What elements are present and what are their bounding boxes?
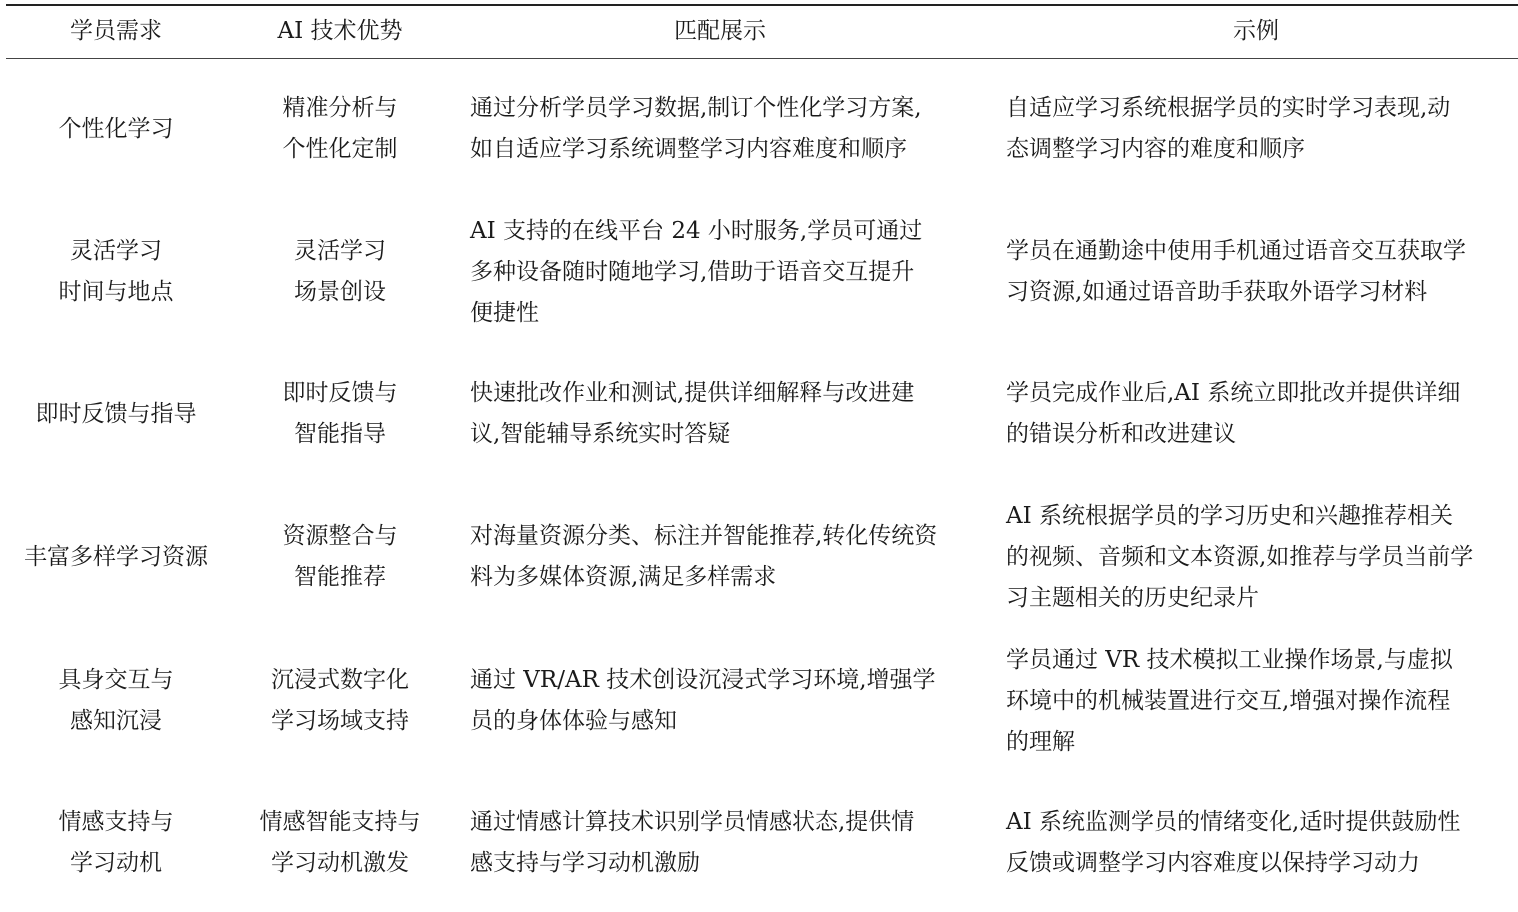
cell-ai-advantage xyxy=(232,231,448,313)
cell-line: 的视频、音频和文本资源,如推荐与学员当前学 xyxy=(1006,543,1474,570)
cell-line: 具身交互与 xyxy=(58,667,174,693)
cell-line: 即时反馈与 xyxy=(282,380,398,406)
cell-line: 精准分析与 xyxy=(282,95,398,121)
cell-need xyxy=(6,537,226,578)
cell-need xyxy=(6,394,226,435)
cell-line: 多种设备随时随地学习,借助于语音交互提升 xyxy=(470,258,915,285)
cell-line: AI 系统监测学员的情绪变化,适时提供鼓励性 xyxy=(1006,809,1461,835)
cell-line: 场景创设 xyxy=(294,279,386,305)
cell-need xyxy=(6,231,226,313)
cell-line: 态调整学习内容的难度和顺序 xyxy=(1006,136,1305,162)
cell-example xyxy=(1006,231,1512,313)
cell-line: 情感智能支持与 xyxy=(259,809,421,835)
cell-line: 对海量资源分类、标注并智能推荐,转化传统资 xyxy=(470,523,938,549)
cell-line: 员的身体体验与感知 xyxy=(470,708,677,734)
cell-line: AI 支持的在线平台 24 小时服务,学员可通过 xyxy=(470,217,923,244)
header-ai-advantage: AI 技术优势 xyxy=(277,18,403,44)
cell-line: 时间与地点 xyxy=(58,279,174,305)
cell-line: 便捷性 xyxy=(470,299,539,326)
cell-ai-advantage xyxy=(232,516,448,598)
cell-example xyxy=(1006,640,1512,763)
cell-line: 丰富多样学习资源 xyxy=(24,543,208,570)
cell-line: 学员通过 VR 技术模拟工业操作场景,与虚拟 xyxy=(1006,646,1453,673)
cell-match xyxy=(470,88,980,170)
cell-line: 感支持与学习动机激励 xyxy=(470,850,700,876)
cell-line: 个性化学习 xyxy=(58,115,174,142)
cell-ai-advantage xyxy=(232,88,448,170)
cell-line: 的错误分析和改进建议 xyxy=(1006,421,1236,447)
cell-line: 智能指导 xyxy=(294,421,386,447)
cell-line: 学习动机激发 xyxy=(271,850,409,876)
cell-match xyxy=(470,516,980,598)
cell-line: 快速批改作业和测试,提供详细解释与改进建 xyxy=(470,380,915,406)
cell-line: AI 系统根据学员的学习历史和兴趣推荐相关 xyxy=(1006,502,1454,529)
cell-need xyxy=(6,660,226,742)
cell-line: 环境中的机械装置进行交互,增强对操作流程 xyxy=(1006,687,1451,714)
cell-line: 议,智能辅导系统实时答疑 xyxy=(470,421,731,447)
header-need: 学员需求 xyxy=(70,18,162,44)
cell-match xyxy=(470,660,980,742)
cell-line: 料为多媒体资源,满足多样需求 xyxy=(470,564,777,590)
cell-line: 灵活学习 xyxy=(294,238,386,264)
cell-line: 习资源,如通过语音助手获取外语学习材料 xyxy=(1006,279,1428,305)
cell-line: 沉浸式数字化 xyxy=(271,667,409,693)
cell-line: 感知沉浸 xyxy=(70,708,162,734)
cell-line: 通过情感计算技术识别学员情感状态,提供情 xyxy=(470,809,915,835)
cell-line: 情感支持与 xyxy=(58,809,174,835)
cell-line: 即时反馈与指导 xyxy=(35,400,197,427)
cell-example xyxy=(1006,373,1512,455)
cell-ai-advantage xyxy=(232,660,448,742)
cell-line: 的理解 xyxy=(1006,728,1075,755)
cell-line: 个性化定制 xyxy=(282,136,398,162)
cell-need xyxy=(6,802,226,884)
cell-line: 灵活学习 xyxy=(70,238,162,264)
cell-line: 资源整合与 xyxy=(282,523,398,549)
cell-ai-advantage xyxy=(232,373,448,455)
cell-example xyxy=(1006,802,1512,884)
cell-line: 学习场域支持 xyxy=(271,708,409,734)
cell-line: 反馈或调整学习内容难度以保持学习动力 xyxy=(1006,850,1420,876)
cell-line: 自适应学习系统根据学员的实时学习表现,动 xyxy=(1006,95,1451,121)
cell-match xyxy=(470,373,980,455)
cell-line: 智能推荐 xyxy=(294,564,386,590)
cell-line: 学员在通勤途中使用手机通过语音交互获取学 xyxy=(1006,238,1466,264)
cell-line: 学习动机 xyxy=(70,850,162,876)
cell-need xyxy=(6,109,226,150)
table-top-rule xyxy=(6,4,1518,6)
cell-example xyxy=(1006,496,1512,619)
cell-ai-advantage xyxy=(232,802,448,884)
header-example: 示例 xyxy=(1233,18,1279,44)
cell-example xyxy=(1006,88,1512,170)
cell-match xyxy=(470,211,980,334)
cell-line: 习主题相关的历史纪录片 xyxy=(1006,584,1259,611)
cell-line: 通过分析学员学习数据,制订个性化学习方案, xyxy=(470,95,922,121)
cell-match xyxy=(470,802,980,884)
cell-line: 学员完成作业后,AI 系统立即批改并提供详细 xyxy=(1006,380,1461,406)
cell-line: 如自适应学习系统调整学习内容难度和顺序 xyxy=(470,136,907,162)
table-header-rule xyxy=(6,58,1518,59)
cell-line: 通过 VR/AR 技术创设沉浸式学习环境,增强学 xyxy=(470,667,936,693)
header-match: 匹配展示 xyxy=(674,18,766,44)
